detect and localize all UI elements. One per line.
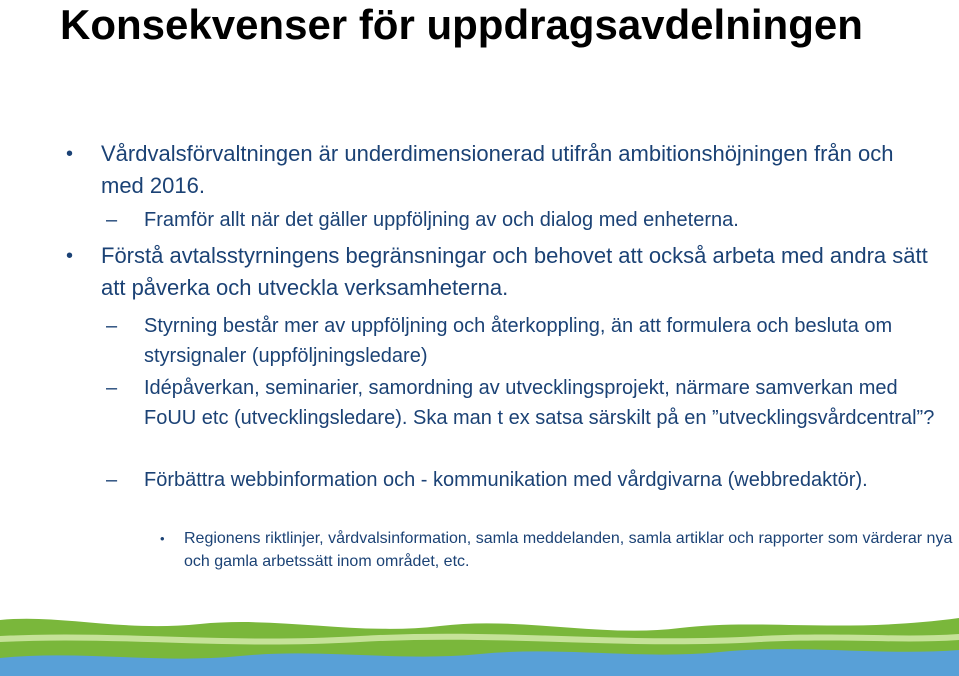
sub-sub-bullet-text: Regionens riktlinjer, vårdvalsinformation, samla meddelanden, samla artiklar och rapporter som värderar nya och gamla arbetssätt inom området, etc. bbox=[184, 530, 953, 570]
sub-bullet-text: Förbättra webbinformation och - kommunikation med vårdgivarna (webbredaktör). bbox=[144, 469, 868, 491]
slide-title: Konsekvenser för uppdragsavdelningen bbox=[60, 1, 863, 48]
bullet-marker: • bbox=[160, 531, 165, 546]
sub-bullet-text: Framför allt när det gäller uppföljning av och dialog med enheterna. bbox=[144, 209, 739, 231]
bullet-marker: • bbox=[66, 245, 74, 267]
dash-marker: – bbox=[106, 377, 118, 399]
dash-marker: – bbox=[106, 315, 118, 337]
dash-marker: – bbox=[106, 209, 118, 231]
dash-marker: – bbox=[106, 469, 118, 491]
bullet-marker: • bbox=[66, 143, 74, 165]
footer-landscape-graphic bbox=[0, 610, 959, 676]
bullet-text: Vårdvalsförvaltningen är underdimensionerad utifrån ambitionshöjningen från och med 2016. bbox=[101, 141, 894, 198]
sub-bullet-text: Styrning består mer av uppföljning och återkoppling, än att formulera och besluta om styrsignaler (uppföljningsledare) bbox=[144, 315, 893, 367]
bullet-text: Förstå avtalsstyrningens begränsningar och behovet att också arbeta med andra sätt att påverka och utveckla verksamheterna. bbox=[101, 243, 928, 300]
sub-bullet-text: Idépåverkan, seminarier, samordning av utvecklingsprojekt, närmare samverkan med FoUU etc (utvecklingsledare). Ska man t ex satsa särskilt på en ”utvecklingsvårdcentral”? bbox=[144, 377, 935, 429]
